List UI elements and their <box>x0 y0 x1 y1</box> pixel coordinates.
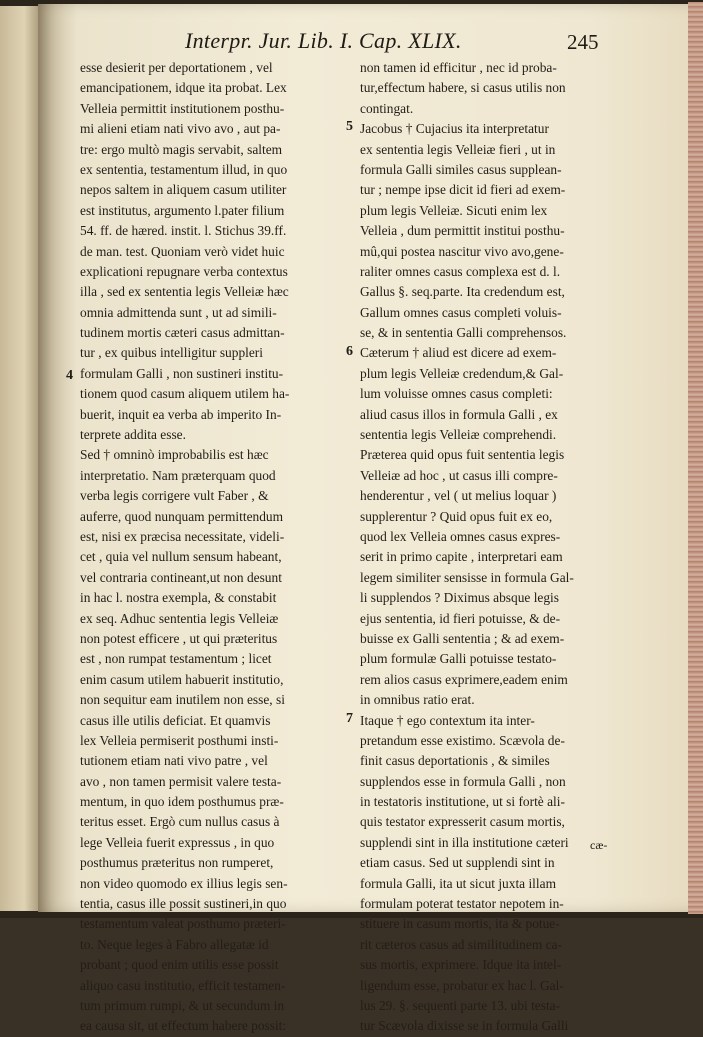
text-line: Gallum omnes casus completi voluis- <box>360 304 562 320</box>
text-line: interpretatio. Nam præterquam quod <box>80 467 276 483</box>
text-line: in omnibus ratio erat. <box>360 692 475 708</box>
text-line: tur Scævola dixisse se in formula Galli <box>360 1018 569 1034</box>
text-line: raliter omnes casus complexa est d. l. <box>360 263 561 279</box>
text-line: formulam Galli , non sustineri institu- <box>80 365 284 381</box>
right-text-column <box>360 58 630 1037</box>
text-line: legem similiter sensisse in formula Gal- <box>360 569 574 585</box>
text-line: ex seq. Adhuc sententia legis Velleiæ <box>80 610 279 626</box>
text-line: non tamen id efficitur , nec id proba- <box>360 60 557 75</box>
text-line: Cæterum † aliud est dicere ad exem- <box>360 345 557 361</box>
text-line: se, & in sententia Galli comprehensos. <box>360 325 567 341</box>
text-line: aliud casus illos in formula Galli , ex <box>360 406 558 422</box>
text-line: non video quomodo ex illius legis sen- <box>80 875 288 891</box>
text-line: ex sententia, testamentum illud, in quo <box>80 161 288 177</box>
margin-number-4: 4 <box>66 368 73 383</box>
text-line: lege Velleia fuerit expressus , in quo <box>80 834 275 850</box>
text-line: supplendos esse in formula Galli , non <box>360 773 566 789</box>
text-line: in hac l. nostra exempla, & constabit <box>80 590 277 606</box>
text-line: etiam casus. Sed ut supplendi sint in <box>360 855 555 871</box>
text-line: est institutus, argumento l.pater filium <box>80 202 285 218</box>
text-line: cet , quia vel nullum sensum habeant, <box>80 549 282 565</box>
text-line: Velleiæ ad hoc , ut casus illi compre- <box>360 467 558 483</box>
text-line: probant ; quod enim utilis esse possit <box>80 957 279 973</box>
text-line: formula Galli, ita ut sicut juxta illam <box>360 875 556 891</box>
text-line: tre: ergo multò magis servabit, saltem <box>80 141 283 157</box>
text-line: rem alios casus exprimere,eadem enim <box>360 671 568 687</box>
text-line: to. Neque leges à Fabro allegatæ id <box>80 936 269 952</box>
text-line: buerit, inquit ea verba ab imperito In- <box>80 406 282 422</box>
text-line: mi alieni etiam nati vivo avo , aut pa- <box>80 121 281 137</box>
page-edge-right <box>688 2 703 914</box>
text-line: lum voluisse omnes casus completi: <box>360 386 553 402</box>
text-line: mentum, in quo idem posthumus præ- <box>80 794 284 810</box>
running-head: Interpr. Jur. Lib. I. Cap. XLIX. <box>185 28 462 53</box>
text-line: pretandum esse existimo. Scævola de- <box>360 732 565 748</box>
text-line: tur,effectum habere, si casus utilis non <box>360 80 566 96</box>
text-line: casus ille utilis deficiat. Et quamvis <box>80 712 271 728</box>
text-line: Gallus §. seq.parte. Ita credendum est, <box>360 284 565 300</box>
text-line: henderentur , vel ( ut melius loquar ) <box>360 488 557 504</box>
text-line: non potest efficere , ut qui præteritus <box>80 630 278 646</box>
text-line: illa , sed ex sententia legis Velleiæ hæc <box>80 284 289 300</box>
text-line: stituere in casum mortis, ita & potue- <box>360 916 560 932</box>
text-line: quod lex Velleia omnes casus expres- <box>360 528 561 544</box>
text-line: tudinem mortis cæteri casus admittan- <box>80 325 285 341</box>
text-line: rit cæteros casus ad similitudinem ca- <box>360 936 562 952</box>
text-line: tum primum rumpi, & ut secundum in <box>80 997 285 1013</box>
text-line: verba legis corrigere vult Faber , & <box>80 488 269 504</box>
text-line: avo , non tamen permisit valere testa- <box>80 773 282 789</box>
text-line: finit casus deportationis , & similes <box>360 753 550 769</box>
text-line: nepos saltem in aliquem casum utiliter <box>80 182 287 198</box>
text-line: ejus sententia, id fieri potuisse, & de- <box>360 610 561 626</box>
text-line: aliquo casu institutio, efficit testamen- <box>80 977 286 993</box>
text-line: vel contraria contineant,ut non desunt <box>80 569 282 585</box>
margin-number-5: 5 <box>346 119 353 134</box>
text-line: Jacobus † Cujacius ita interpretatur <box>360 121 549 137</box>
text-line: li supplendos ? Diximus absque legis <box>360 590 559 606</box>
text-line: Velleia , dum permittit institui posthu- <box>360 223 565 239</box>
text-line: plum legis Velleiæ. Sicuti enim lex <box>360 202 548 218</box>
text-line: tentia, casus ille possit sustineri,in quo <box>80 896 287 912</box>
text-line: ea causa sit, ut effectum habere possit: <box>80 1018 287 1034</box>
text-line: omnia admittenda sunt , ut ad simili- <box>80 304 277 320</box>
text-line: sententia legis Velleiæ comprehendi. <box>360 427 557 443</box>
text-line: ex sententia legis Velleiæ fieri , ut in <box>360 141 556 157</box>
text-line: Præterea quid opus fuit sententia legis <box>360 447 565 463</box>
left-text-column <box>80 58 352 1037</box>
text-line: formula Galli similes casus supplean- <box>360 161 562 177</box>
text-line: lus 29. §. sequenti parte 13. ubi testa- <box>360 997 561 1013</box>
text-line: contingat. <box>360 100 414 116</box>
text-line: tionem quod casum aliquem utilem ha- <box>80 386 290 402</box>
text-line: teritus esset. Ergò cum nullus casus à <box>80 814 280 830</box>
text-line: tur ; nempe ipse dicit id fieri ad exem- <box>360 182 566 198</box>
catchword: cæ- <box>590 838 608 852</box>
text-line: supplendi sint in illa institutione cæteri <box>360 834 569 850</box>
text-line: explicationi repugnare verba contextus <box>80 263 288 279</box>
text-line: ligendum esse, probatur ex hac l. Gal- <box>360 977 564 993</box>
margin-number-7: 7 <box>346 711 353 726</box>
left-page-edge <box>0 6 41 911</box>
text-line: serit in primo capite , interpretari eam <box>360 549 563 565</box>
text-line: formulam poterat testator nepotem in- <box>360 896 564 912</box>
text-line: supplerentur ? Quid opus fuit ex eo, <box>360 508 553 524</box>
text-line: non sequitur eam inutilem non esse, si <box>80 692 285 708</box>
margin-number-6: 6 <box>346 344 353 359</box>
text-line: tur , ex quibus intelligitur suppleri <box>80 345 263 361</box>
text-line: lex Velleia permiserit posthumi insti- <box>80 732 279 748</box>
page-number: 245 <box>567 30 599 54</box>
text-line: 54. ff. de hæred. instit. l. Stichus 39.ff. <box>80 223 287 239</box>
text-line: emancipationem, idque ita probat. Lex <box>80 80 287 96</box>
text-line: terprete addita esse. <box>80 427 186 443</box>
text-line: de man. test. Quoniam verò videt huic <box>80 243 285 259</box>
text-line: buisse ex Galli sententia ; & ad exem- <box>360 630 565 646</box>
text-line: in testatoris institutione, ut si fortè ali- <box>360 794 565 810</box>
text-line: est, nisi ex præcisa necessitate, videli- <box>80 528 285 544</box>
text-line: quis testator expresserit casum mortis, <box>360 814 565 830</box>
text-line: testamentum valeat posthumo præteri- <box>80 916 286 932</box>
text-line: posthumus præteritus non rumperet, <box>80 855 274 871</box>
text-line: est , non rumpat testamentum ; licet <box>80 651 272 667</box>
text-line: mû,qui postea nascitur vivo avo,gene- <box>360 243 564 259</box>
text-line: Velleia permittit institutionem posthu- <box>80 100 285 116</box>
text-line: auferre, quod nunquam permittendum <box>80 508 284 524</box>
text-line: enim casum utilem habuerit institutio, <box>80 671 284 687</box>
text-line: plum legis Velleiæ credendum,& Gal- <box>360 365 564 381</box>
text-line: Sed † omninò improbabilis est hæc <box>80 447 269 463</box>
text-line: tutionem etiam nati vivo patre , vel <box>80 753 268 769</box>
text-line: esse desierit per deportationem , vel <box>80 60 273 75</box>
text-line: Itaque † ego contextum ita inter- <box>360 712 535 728</box>
text-line: plum formulæ Galli potuisse testato- <box>360 651 557 667</box>
text-line: sus mortis, exprimere. Idque ita intel- <box>360 957 562 973</box>
